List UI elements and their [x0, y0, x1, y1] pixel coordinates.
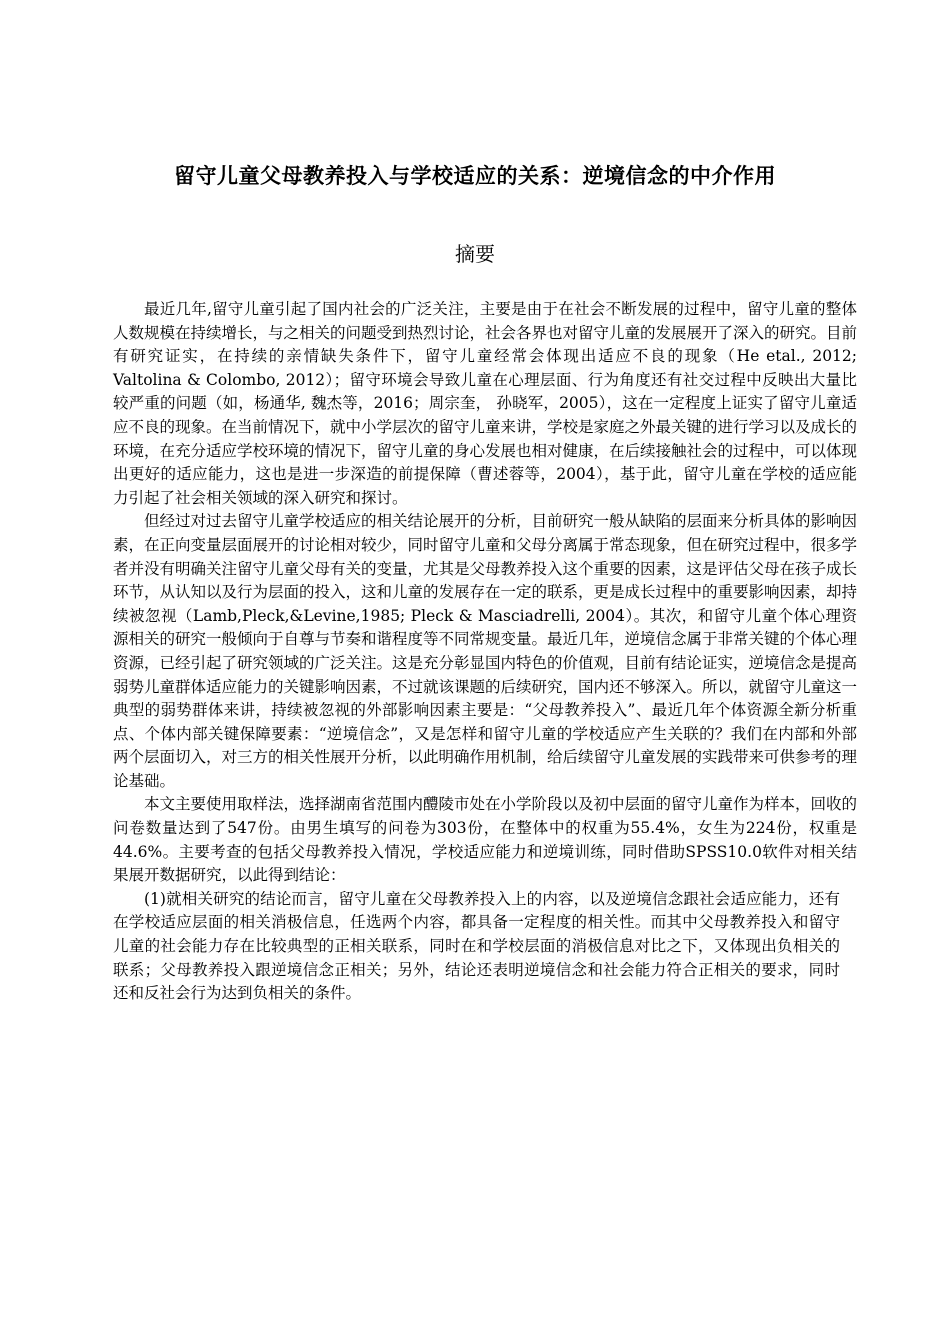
- abstract-heading: 摘要: [455, 242, 495, 266]
- document-title: 留守儿童父母教养投入与学校适应的关系：逆境信念的中介作用: [174, 164, 776, 188]
- abstract-conclusion-item-1: (1)就相关研究的结论而言，留守儿童在父母教养投入上的内容，以及逆境信念跟社会适应能力，还有在学校适应层面的相关消极信息，任选两个内容，都具备一定程度的相关性。而其中父母教养投入和留守儿童的社会能力存在比较典型的正相关联系，同时在和学校层面的消极信息对比之下，又体现出负相关的联系；父母教养投入跟逆境信念正相关；另外，结论还表明逆境信念和社会能力符合正相关的要求，同时还和反社会行为达到负相关的条件。: [113, 889, 840, 1003]
- abstract-paragraph-2: 但经过对过去留守儿童学校适应的相关结论展开的分析，目前研究一般从缺陷的层面来分析具体的影响因素，在正向变量层面展开的讨论相对较少，同时留守儿童和父母分离属于常态现象，但在研究过程中，很多学者并没有明确关注留守儿童父母有关的变量，尤其是父母教养投入这个重要的因素，这是评估父母在孩子成长环节，从认知以及行为层面的投入，这和儿童的发展存在一定的联系，更是成长过程中的重要影响因素，却持续被忽视（Lamb,Pleck,&Levine,1985; Pleck & Masciadrelli, 2004）。其次，和留守儿童个体心理资源相关的研究一般倾向于自尊与节奏和谐程度等不同常规变量。最近几年，逆境信念属于非常关键的个体心理资源，已经引起了研究领域的广泛关注。这是充分彰显国内特色的价值观，目前有结论证实，逆境信念是提高弱势儿童群体适应能力的关键影响因素，不过就该课题的后续研究，国内还不够深入。所以，就留守儿童这一典型的弱势群体来讲，持续被忽视的外部影响因素主要是：“父母教养投入”、最近几年个体资源全新分析重点、个体内部关键保障要素：“逆境信念”，又是怎样和留守儿童的学校适应产生关联的？我们在内部和外部两个层面切入，对三方的相关性展开分析，以此明确作用机制，给后续留守儿童发展的实践带来可供参考的理论基础。: [113, 512, 858, 790]
- abstract-paragraph-1: 最近几年,留守儿童引起了国内社会的广泛关注，主要是由于在社会不断发展的过程中，留守儿童的整体人数规模在持续增长，与之相关的问题受到热烈讨论，社会各界也对留守儿童的发展展开了深入的研究。目前有研究证实，在持续的亲情缺失条件下，留守儿童经常会体现出适应不良的现象（He etal., 2012; Valtolina & Colombo, 2012）；留守环境会导致儿童在心理层面、行为角度还有社交过程中反映出大量比较严重的问题（如，杨通华, 魏杰等，2016；周宗奎， 孙晓军，2005），这在一定程度上证实了留守儿童适应不良的现象。在当前情况下，就中小学层次的留守儿童来讲，学校是家庭之外最关键的进行学习以及成长的环境，在充分适应学校环境的情况下，留守儿童的身心发展也相对健康，在后续接触社会的过程中，可以体现出更好的适应能力，这也是进一步深造的前提保障（曹述蓉等，2004），基于此，留守儿童在学校的适应能力引起了社会相关领域的深入研究和探讨。: [113, 300, 858, 507]
- abstract-body: [113, 298, 857, 1006]
- abstract-paragraph-3: 本文主要使用取样法，选择湖南省范围内醴陵市处在小学阶段以及初中层面的留守儿童作为样本，回收的问卷数量达到了547份。由男生填写的问卷为303份，在整体中的权重为55.4%，女生为224份，权重是44.6%。主要考查的包括父母教养投入情况，学校适应能力和逆境训练，同时借助SPSS10.0软件对相关结果展开数据研究，以此得到结论：: [113, 795, 858, 885]
